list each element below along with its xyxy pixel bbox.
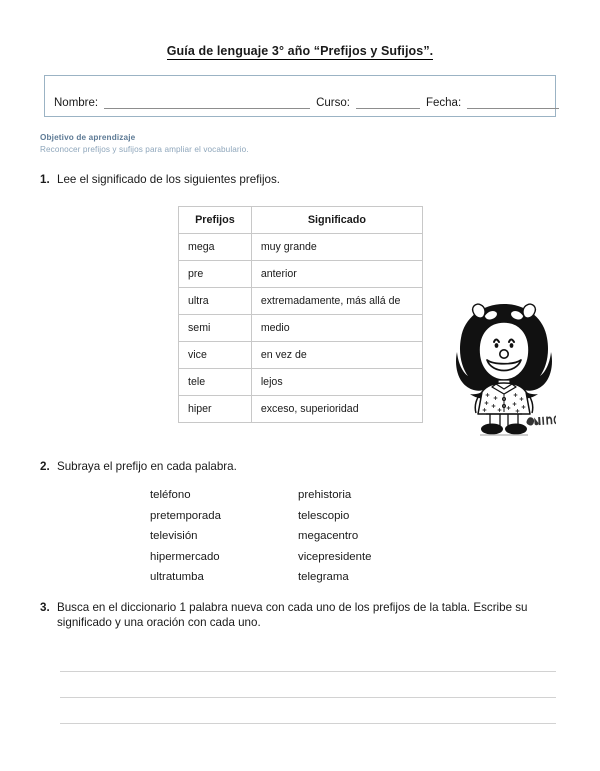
list-item[interactable]: hipermercado [150, 550, 220, 563]
table-row [179, 234, 423, 261]
question-2 [40, 459, 370, 474]
cell-prefijo: tele [179, 369, 252, 396]
cell-significado: medio [251, 315, 422, 342]
objective-text: Reconocer prefijos y sufijos para ampliar el vocabulario. [40, 145, 249, 154]
nombre-input[interactable] [104, 96, 310, 109]
list-item[interactable]: ultratumba [150, 571, 204, 583]
mafalda-character-illustration [452, 292, 556, 444]
question-3-text: Busca en el diccionario 1 palabra nueva con cada uno de los prefijos de la tabla. Escribe su significado y una oración con cada uno. [57, 601, 528, 629]
table-row [179, 315, 423, 342]
word-list-right-column [298, 485, 446, 588]
list-item[interactable]: pretemporada [150, 509, 221, 522]
question-1-number: 1. [40, 173, 50, 186]
list-item[interactable]: telegrama [298, 571, 349, 583]
cell-prefijo: mega [179, 234, 252, 261]
nombre-label: Nombre: [54, 97, 99, 109]
prefix-word-lists [150, 485, 450, 588]
question-1 [40, 172, 370, 187]
table-row [179, 288, 423, 315]
answer-lines [60, 646, 556, 724]
cell-prefijo: ultra [179, 288, 252, 315]
question-3-number: 3. [40, 601, 50, 614]
cell-significado: lejos [251, 369, 422, 396]
curso-label: Curso: [316, 97, 350, 109]
fecha-label: Fecha: [425, 97, 462, 109]
question-1-text: Lee el significado de los siguientes prefijos. [57, 173, 280, 186]
list-item[interactable]: televisión [150, 530, 198, 542]
question-2-number: 2. [40, 460, 50, 473]
fecha-input[interactable] [467, 96, 559, 109]
question-2-text: Subraya el prefijo en cada palabra. [57, 460, 237, 473]
identification-box [44, 75, 556, 117]
column-header-prefijos: Prefijos [179, 207, 252, 234]
table-row [179, 342, 423, 369]
identification-fields-row [45, 96, 555, 110]
cell-prefijo: pre [179, 261, 252, 288]
column-header-significado: Significado [251, 207, 422, 234]
table-header-row [179, 207, 423, 234]
cell-prefijo: vice [179, 342, 252, 369]
cell-significado: anterior [251, 261, 422, 288]
word-list-left-column [150, 485, 298, 588]
list-item[interactable]: telescopio [298, 509, 350, 522]
cell-prefijo: semi [179, 315, 252, 342]
list-item[interactable]: prehistoria [298, 489, 352, 501]
answer-line[interactable] [60, 672, 556, 698]
question-3 [40, 600, 560, 630]
answer-line[interactable] [60, 698, 556, 724]
page-title-text: Guía de lenguaje 3° año “Prefijos y Sufijos”. [166, 44, 434, 58]
prefix-meaning-table [178, 206, 423, 423]
curso-input[interactable] [356, 96, 420, 109]
list-item[interactable]: megacentro [298, 530, 359, 542]
objective-heading: Objetivo de aprendizaje [40, 133, 136, 142]
table-row [179, 369, 423, 396]
cell-significado: muy grande [251, 234, 422, 261]
list-item[interactable]: vicepresidente [298, 550, 372, 563]
cell-significado: extremadamente, más allá de [251, 288, 422, 315]
learning-objective [40, 132, 420, 156]
page-title [0, 44, 600, 58]
table-row [179, 396, 423, 423]
table-row [179, 261, 423, 288]
cell-prefijo: hiper [179, 396, 252, 423]
cell-significado: exceso, superioridad [251, 396, 422, 423]
cell-significado: en vez de [251, 342, 422, 369]
list-item[interactable]: teléfono [150, 489, 191, 501]
answer-line[interactable] [60, 646, 556, 672]
